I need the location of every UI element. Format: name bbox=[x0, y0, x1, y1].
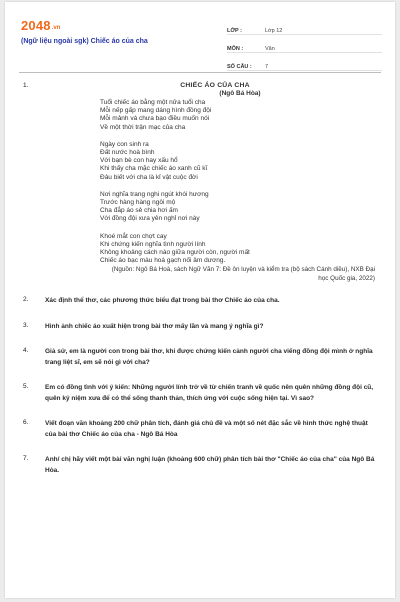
worksheet-page bbox=[5, 2, 395, 598]
question-text: Viết đoạn văn khoảng 200 chữ phân tích, đánh giá chủ đề và một số nét đặc sắc về hình thức nghệ thuật của bài thơ Chiếc áo của cha - Ngô Bá Hòa bbox=[45, 420, 368, 438]
question-text: Xác định thể thơ, các phương thức biểu đạt trong bài thơ Chiếc áo của cha. bbox=[45, 297, 280, 305]
page-header bbox=[5, 2, 395, 70]
poem-block bbox=[100, 82, 370, 265]
meta-label: MÔN : bbox=[227, 46, 244, 52]
poem-line: Với đồng đội xưa yên nghỉ nơi này bbox=[100, 215, 200, 223]
poem-stanza bbox=[100, 99, 370, 132]
question-item bbox=[5, 383, 395, 404]
question-number: 1. bbox=[23, 82, 29, 89]
question-text: Giả sử, em là người con trong bài thơ, khi được chứng kiến cảnh người cha viếng đồng đội mình ở nghĩa trang liệt sĩ, em sẽ nói gì với cha? bbox=[45, 348, 373, 366]
poem-stanza bbox=[100, 233, 370, 266]
poem-line: Mỗi mảnh vá chưa bạo điều muốn nói bbox=[100, 115, 210, 123]
poem-line: Mỗi nếp gấp mang dáng hình đồng đội bbox=[100, 107, 212, 115]
question-item bbox=[5, 455, 395, 476]
poem-stanza bbox=[100, 141, 370, 182]
poem-line: Đâu biết với cha là kỉ vật cuộc đời bbox=[100, 173, 198, 181]
meta-row-class bbox=[227, 17, 382, 35]
meta-table bbox=[227, 17, 382, 71]
poem-line: Ngày con sinh ra bbox=[100, 140, 149, 148]
poem-line: Với bạn bè con hay xấu hổ bbox=[100, 157, 178, 165]
poem-line: Nơi nghĩa trang nghi ngút khói hương bbox=[100, 190, 209, 198]
question-list bbox=[5, 80, 395, 476]
poem-line: Khi chứng kiến nghĩa tình người lính bbox=[100, 240, 206, 248]
poem-line: Về một thời trận mạc của cha bbox=[100, 123, 186, 131]
question-item bbox=[5, 322, 395, 333]
question-text: Hình ảnh chiếc áo xuất hiện trong bài thơ mấy lần và mang ý nghĩa gì? bbox=[45, 322, 264, 330]
question-number: 6. bbox=[23, 419, 29, 427]
question-item bbox=[5, 419, 395, 440]
header-divider bbox=[19, 72, 381, 73]
source-line: (Nguồn: Ngô Bá Hoà, sách Ngữ Văn 7: Đề ôn luyện và kiểm tra (bộ sách Cánh diều), NXB Đại bbox=[111, 266, 375, 274]
poem-line: Chiếc áo bạc màu hoá gạch nối âm dương. bbox=[100, 257, 226, 265]
meta-label: LỚP : bbox=[227, 28, 242, 34]
meta-row-question-count bbox=[227, 53, 382, 71]
question-item bbox=[5, 347, 395, 368]
source-line: học Quốc gia, 2022) bbox=[318, 274, 375, 282]
question-number: 4. bbox=[23, 347, 29, 355]
question-text: Anh/ chị hãy viết một bài văn nghị luận (khoảng 600 chữ) phân tích bài thơ "Chiếc áo của cha" của Ngô Bá Hòa. bbox=[45, 456, 375, 474]
meta-value: 7 bbox=[265, 64, 269, 70]
poem-line: Tuổi chiếc áo bằng một nửa tuổi cha bbox=[100, 99, 206, 106]
poem-author: (Ngô Bá Hòa) bbox=[219, 90, 261, 97]
question-item bbox=[5, 296, 395, 307]
poem-line: Cha đắp áo sẻ chia hơi ấm bbox=[100, 207, 178, 215]
meta-label: SỐ CÂU : bbox=[227, 64, 252, 70]
question-item bbox=[5, 82, 395, 283]
poem-source bbox=[43, 266, 375, 283]
poem-stanza bbox=[100, 191, 370, 224]
poem-line: Đất nước hoà bình bbox=[100, 149, 155, 157]
poem-line: Khi thấy cha mặc chiếc áo xanh cũ kĩ bbox=[100, 165, 208, 173]
poem-line: Khoé mắt con chợt cay bbox=[100, 232, 167, 240]
logo-text: 2048 bbox=[21, 18, 51, 33]
question-number: 3. bbox=[23, 321, 29, 329]
poem-line: Không khoảng cách nào giữa người còn, người mất bbox=[100, 249, 250, 257]
poem-title: CHIẾC ÁO CỦA CHA bbox=[180, 82, 250, 89]
document-title: (Ngữ liệu ngoài sgk) Chiếc áo của cha bbox=[21, 38, 148, 45]
meta-value: Lớp 12 bbox=[265, 28, 283, 34]
site-logo[interactable] bbox=[21, 18, 60, 33]
question-number: 5. bbox=[23, 383, 29, 391]
logo-domain: .vn bbox=[51, 25, 61, 31]
question-number: 7. bbox=[23, 455, 29, 463]
poem-line: Trước hàng hàng ngôi mộ bbox=[100, 199, 176, 207]
question-text: Em có đồng tình với ý kiến: Những người lính trở về từ chiến tranh về quốc nên quên những đồng đội cũ, quên kỷ niệm xưa để có thể sống thanh thản, thích ứng với cuộc sống hiện tại. Vì sao? bbox=[45, 384, 374, 402]
meta-row-subject bbox=[227, 35, 382, 53]
question-number: 2. bbox=[23, 296, 29, 304]
meta-value: Văn bbox=[265, 46, 275, 52]
